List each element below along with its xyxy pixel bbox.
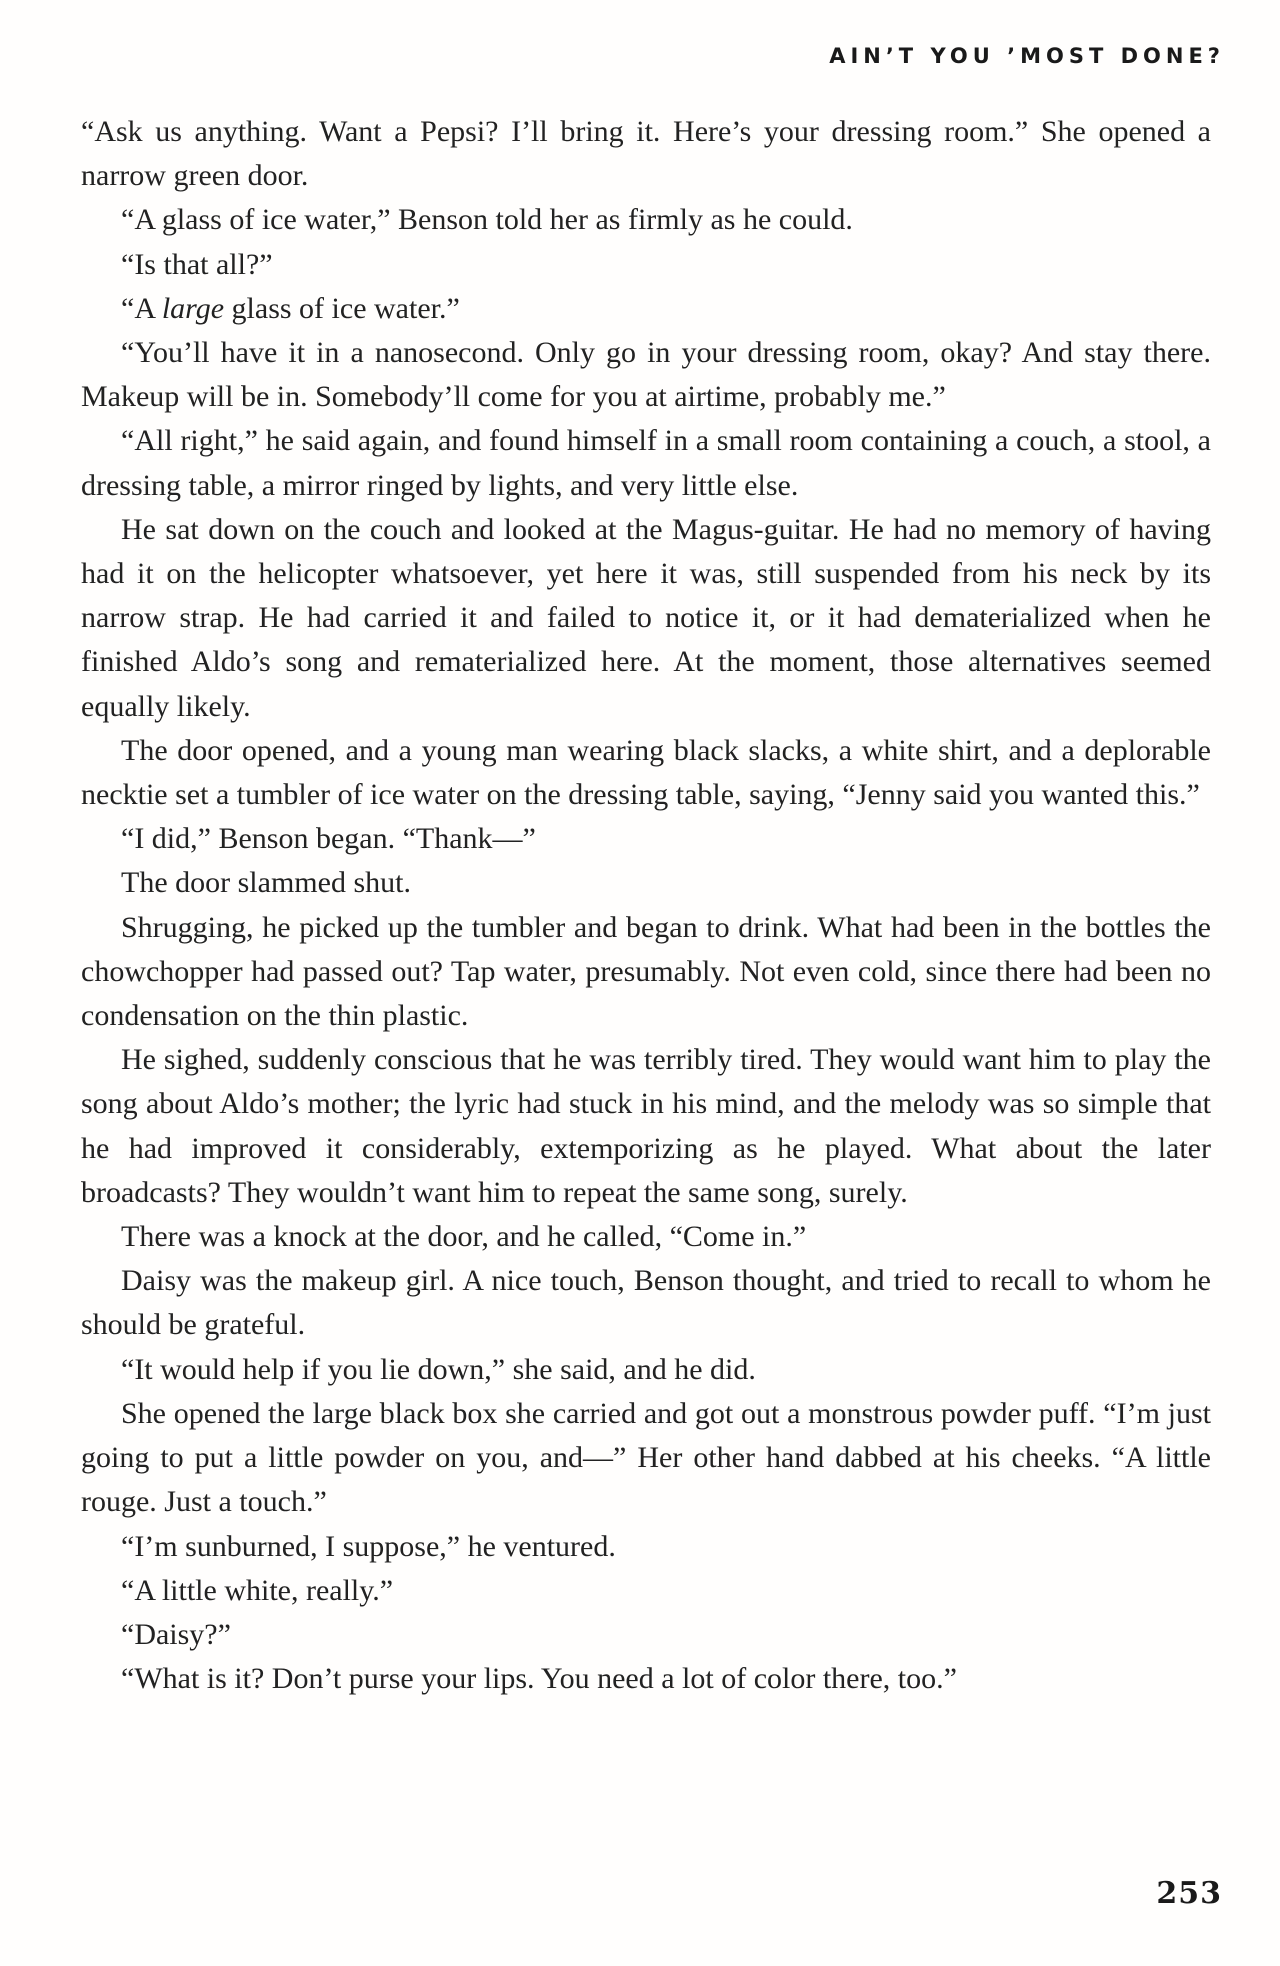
text-run: He sat down on the couch and looked at the Magus-guitar. He had no memory of having had it on the helicopter whatsoever, yet here it was, still suspended from his neck by its narrow strap. He had carried it and failed to notice it, or it had dematerialized when he finished Aldo’s song and rematerialized here. At the moment, those alternatives seemed equally likely. <box>81 512 1211 723</box>
text-run: “Daisy?” <box>121 1617 231 1651</box>
paragraph <box>81 198 1211 242</box>
paragraph <box>81 243 1211 287</box>
paragraph <box>81 1392 1211 1525</box>
text-run: There was a knock at the door, and he called, “Come in.” <box>121 1220 807 1254</box>
paragraph <box>81 110 1211 198</box>
text-run: “Ask us anything. Want a Pepsi? I’ll bring it. Here’s your dressing room.” She opened a narrow green door. <box>81 115 1211 193</box>
text-run: “It would help if you lie down,” she said, and he did. <box>121 1352 756 1386</box>
paragraph <box>81 1525 1211 1569</box>
text-run: The door slammed shut. <box>121 866 411 900</box>
paragraph <box>81 508 1211 729</box>
text-run: “I did,” Benson began. “Thank—” <box>121 822 536 856</box>
paragraph <box>81 1348 1211 1392</box>
text-run: He sighed, suddenly conscious that he was terribly tired. They would want him to play the song about Aldo’s mother; the lyric had stuck in his mind, and the melody was so simple that he had improved it considerably, extemporizing as he played. What about the later broadcasts? They wouldn’t want him to repeat the same song, surely. <box>81 1043 1211 1209</box>
paragraph <box>81 906 1211 1039</box>
text-run: glass of ice water.” <box>224 291 460 325</box>
text-run: “All right,” he said again, and found himself in a small room containing a couch, a stool, a dressing table, a mirror ringed by lights, and very little else. <box>81 424 1211 502</box>
body-text <box>81 110 1211 1701</box>
text-run: She opened the large black box she carried and got out a monstrous powder puff. “I’m just going to put a little powder on you, and—” Her other hand dabbed at his cheeks. “A little rouge. Just a touch.” <box>81 1396 1211 1519</box>
paragraph <box>81 1038 1211 1215</box>
paragraph <box>81 331 1211 419</box>
text-run: “A little white, really.” <box>121 1573 394 1607</box>
text-run: “Is that all?” <box>121 247 273 281</box>
running-head: AIN’T YOU ’MOST DONE? <box>829 44 1225 68</box>
paragraph <box>81 1215 1211 1259</box>
page-number: 253 <box>1156 1876 1222 1911</box>
text-run: “You’ll have it in a nanosecond. Only go in your dressing room, okay? And stay there. Makeup will be in. Somebody’ll come for you at airtime, probably me.” <box>81 336 1211 414</box>
paragraph <box>81 287 1211 331</box>
text-run: “A glass of ice water,” Benson told her as firmly as he could. <box>121 203 853 237</box>
text-run: “What is it? Don’t purse your lips. You need a lot of color there, too.” <box>121 1662 957 1696</box>
text-run: “I’m sunburned, I suppose,” he ventured. <box>121 1529 616 1563</box>
paragraph <box>81 861 1211 905</box>
text-run: “A <box>121 291 162 325</box>
paragraph <box>81 1569 1211 1613</box>
paragraph <box>81 419 1211 507</box>
italic-text: large <box>161 291 225 325</box>
paragraph <box>81 1259 1211 1347</box>
text-run: Shrugging, he picked up the tumbler and began to drink. What had been in the bottles the chowchopper had passed out? Tap water, presumably. Not even cold, since there had been no condensation on the thin plastic. <box>81 910 1211 1033</box>
text-run: The door opened, and a young man wearing black slacks, a white shirt, and a deplorable necktie set a tumbler of ice water on the dressing table, saying, “Jenny said you wanted this.” <box>81 733 1211 812</box>
text-run: Daisy was the makeup girl. A nice touch, Benson thought, and tried to recall to whom he should be grateful. <box>81 1264 1211 1342</box>
paragraph <box>81 1613 1211 1657</box>
paragraph <box>81 729 1211 817</box>
paragraph <box>81 817 1211 861</box>
paragraph <box>81 1657 1211 1701</box>
